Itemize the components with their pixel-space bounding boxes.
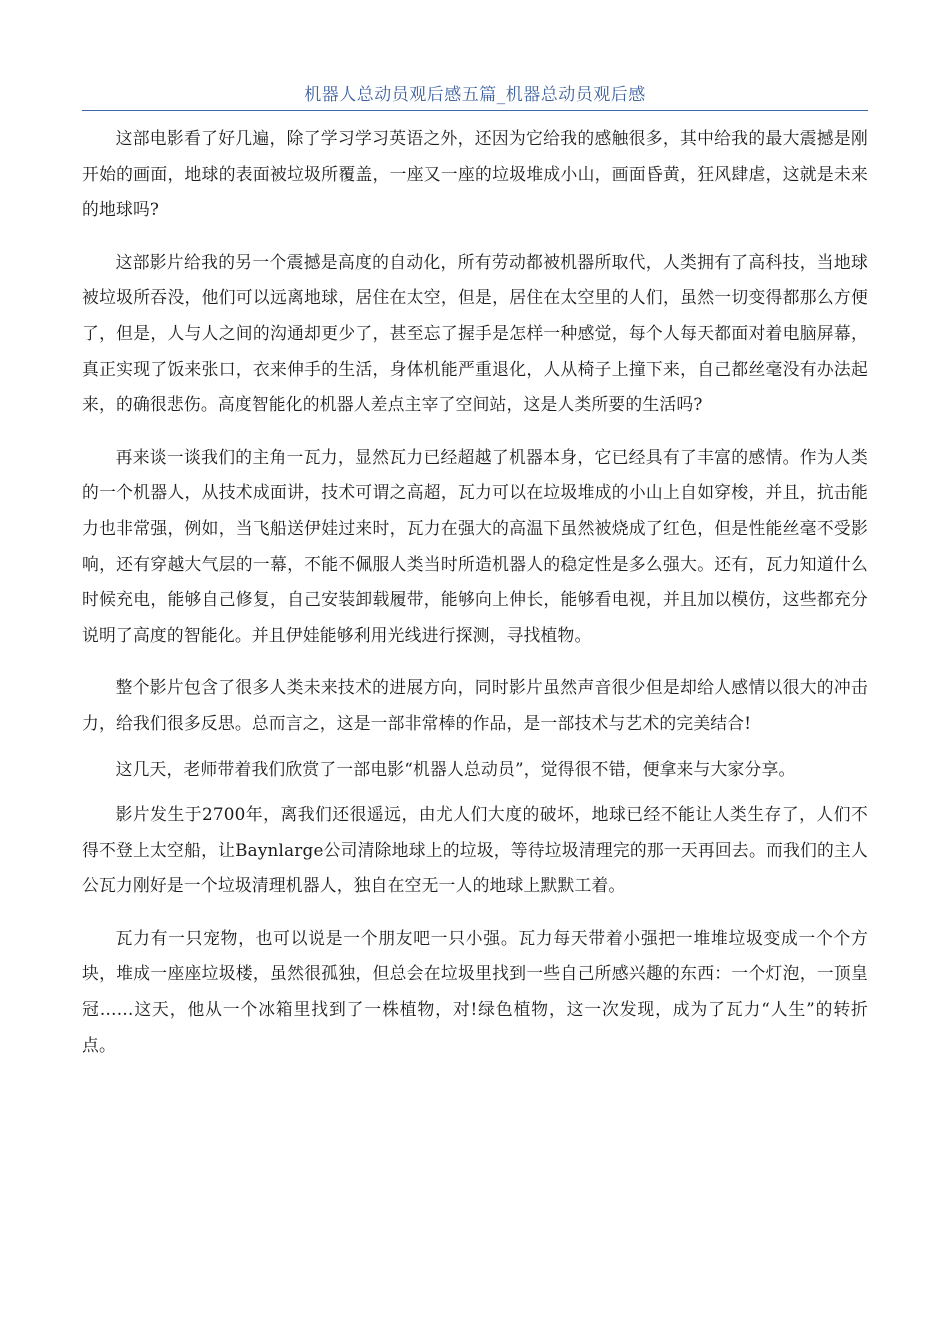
paragraph-3: 再来谈一谈我们的主角一瓦力，显然瓦力已经超越了机器本身，它已经具有了丰富的感情。作为人类的一个机器人，从技术成面讲，技术可谓之高超，瓦力可以在垃圾堆成的小山上自如穿梭，并且，抗击能力也非常强，例如，当飞船送伊娃过来时，瓦力在强大的高温下虽然被烧成了红色，但是性能丝毫不受影响，还有穿越大气层的一幕，不能不佩服人类当时所造机器人的稳定性是多么强大。还有，瓦力知道什么时候充电，能够自己修复，自己安装卸载履带，能够向上伸长，能够看电视，并且加以模仿，这些都充分说明了高度的智能化。并且伊娃能够利用光线进行探测，寻找植物。: [82, 446, 868, 645]
paragraph-7: 瓦力有一只宠物，也可以说是一个朋友吧一只小强。瓦力每天带着小强把一堆堆垃圾变成一个个方块，堆成一座座垃圾楼，虽然很孤独，但总会在垃圾里找到一些自己所感兴趣的东西：一个灯泡，一顶皇冠……这天，他从一个冰箱里找到了一株植物，对!绿色植物，这一次发现，成为了瓦力“人生”的转折点。: [82, 927, 868, 1055]
paragraph-4: 整个影片包含了很多人类未来技术的进展方向，同时影片虽然声音很少但是却给人感情以很大的冲击力，给我们很多反思。总而言之，这是一部非常棒的作品，是一部技术与艺术的完美结合!: [82, 677, 868, 733]
paragraph-2: 这部影片给我的另一个震撼是高度的自动化，所有劳动都被机器所取代，人类拥有了高科技，当地球被垃圾所吞没，他们可以远离地球，居住在太空，但是，居住在太空里的人们，虽然一切变得都那么方便了，但是，人与人之间的沟通却更少了，甚至忘了握手是怎样一种感觉，每个人每天都面对着电脑屏幕，真正实现了饭来张口，衣来伸手的生活，身体机能严重退化，人从椅子上撞下来，自己都丝毫没有办法起来，的确很悲伤。高度智能化的机器人差点主宰了空间站，这是人类所要的生活吗?: [82, 251, 868, 415]
document-title: 机器人总动员观后感五篇_机器总动员观后感: [304, 85, 646, 105]
paragraph-6: 影片发生于2700年，离我们还很遥远，由尤人们大度的破坏，地球已经不能让人类生存了，人们不得不登上太空船，让Baynlarge公司清除地球上的垃圾，等待垃圾清理完的那一天再回去。而我们的主人公瓦力刚好是一个垃圾清理机器人，独自在空无一人的地球上默默工着。: [82, 804, 868, 896]
page-header: [82, 82, 868, 111]
document-body: [82, 121, 868, 1080]
paragraph-1: 这部电影看了好几遍，除了学习学习英语之外，还因为它给我的感触很多，其中给我的最大震撼是刚开始的画面，地球的表面被垃圾所覆盖，一座又一座的垃圾堆成小山，画面昏黄，狂风肆虐，这就是未来的地球吗?: [82, 128, 868, 220]
paragraph-5: 这几天，老师带着我们欣赏了一部电影“机器人总动员”，觉得很不错，便拿来与大家分享。: [115, 758, 796, 779]
